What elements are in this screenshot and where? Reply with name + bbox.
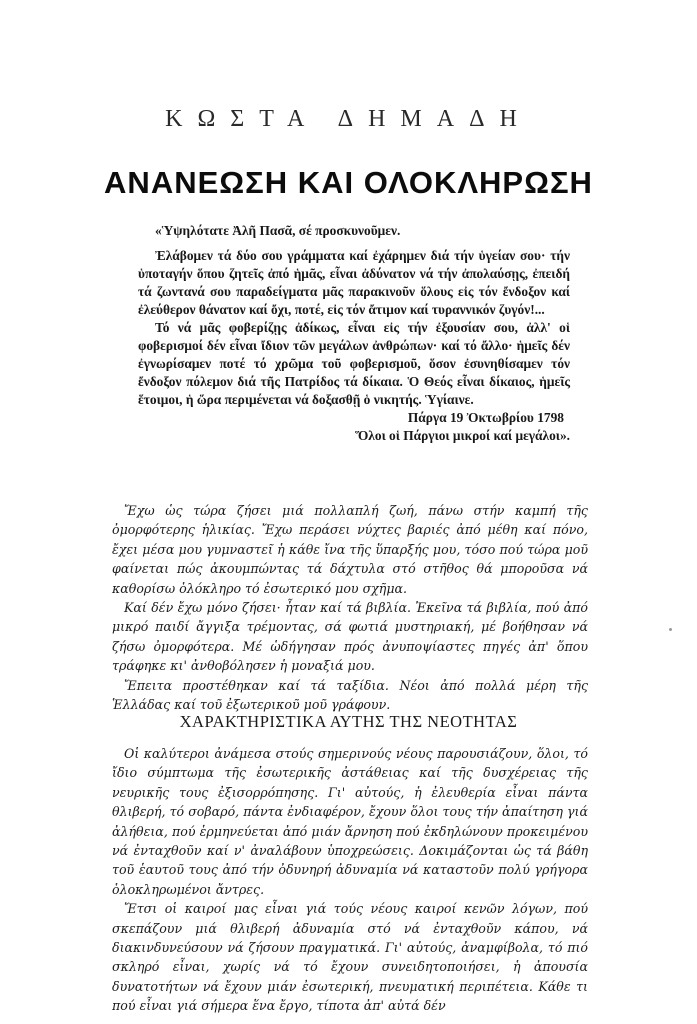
section-paragraph: Ἔτσι οἱ καιροί μας εἶναι γιά τούς νέους καιροί κενῶν λόγων, πού σκεπάζουν μιά θλιβερή ἀδυναμία στό νά ἐνταχθοῦν κάπου, νά διακινδυνεύσουν νά ζήσουν πραγματικά. Γι' αὐτούς, ἀναμφίβολα, τό πιό σκληρό εἶναι, χωρίς νά τό ἔχουν συνειδητοποιήσει, ἡ ἀπουσία δυνατοτήτων νά ἔχουν μιάν ἐσωτερική, πνευματική περιπέτεια. Κάθε τι πού εἶναι γιά σήμερα ἕνα ἔργο, τίποτα ἀπ' αὐτά δέν: [112, 901, 588, 1014]
essay-paragraph: Ἔχω ὡς τώρα ζήσει μιά πολλαπλή ζωή, πάνω στήν καμπή τῆς ὀμορφότερης ἡλικίας. Ἔχω περάσει νύχτες βαριές ἀπό μέθη καί πόνο, ἔχει μέσα μου γυμναστεῖ ἡ κάθε ἴνα τῆς ὕπαρξής μου, τόσο πού τώρα μοῦ φαίνεται πώς ἀκουμπώντας τά δάχτυλα στό στῆθος θά μποροῦσα νά καθορίσω ὁλόκληρο τό ἐσωτερικό μου σχῆμα.: [112, 503, 588, 596]
section-body: [112, 744, 588, 1016]
quoted-letter: [138, 222, 570, 445]
author-name: ΚΩΣΤΑ ΔΗΜΑΔΗ: [165, 106, 532, 132]
essay-intro: [112, 501, 588, 714]
section-paragraph: Οἱ καλύτεροι ἀνάμεσα στούς σημερινούς νέους παρουσιάζουν, ὅλοι, τό ἴδιο σύμπτωμα τῆς ἐσωτερικῆς ἀστάθειας καί τῆς δυσχέρειας τῆς νευρικῆς τους ἐξισορρόπησης. Γι' αὐτούς, ἡ ἐλευθερία εἶναι πάντα θλιβερή, τό σοβαρό, πάντα ἐνδιαφέρον, ἔχουν ὅλοι τους τήν ἀπαίτηση γιά ἀλήθεια, πού ἑρμηνεύεται ἀπό μιάν ἄρνηση πού ἐκδηλώνουν προκειμένου νά ἐνταχθοῦν καί ν' ἀναλάβουν ὑποχρεώσεις. Δοκιμάζονται ὡς τά βάθη τοῦ ἑαυτοῦ τους ἀπό τήν ὀδυνηρή ἀδυναμία νά καταστοῦν πολύ γρήγορα ὁλοκληρωμένοι ἄντρες.: [112, 746, 588, 897]
essay-paragraph: Ἔπειτα προστέθηκαν καί τά ταξίδια. Νέοι ἀπό πολλά μέρη τῆς Ἑλλάδας καί τοῦ ἐξωτερικοῦ μοῦ γράφουν.: [112, 677, 588, 713]
letter-signature: Ὅλοι οἱ Πάργιοι μικροί καί μεγάλοι».: [355, 428, 570, 443]
letter-paragraph: Ἐλάβομεν τά δύο σου γράμματα καί ἐχάρημεν διά τήν ὑγείαν σου· τήν ὑποταγήν ὅπου ζητεῖς ἀπό ἡμᾶς, εἶναι ἀδύνατον νά τήν ἀπολαύσῃς, ἐπειδή τά ζωντανά σου παραδείγματα μᾶς παρακινοῦν ὅλους εἰς τόν ἔνδοξον καί ἐλεύθερον θάνατον καί ὄχι, ποτέ, εἰς τόν ἄτιμον καί τυραννικόν ζυγόν!...: [138, 248, 570, 317]
essay-paragraph: Καί δέν ἔχω μόνο ζήσει· ἦταν καί τά βιβλία. Ἐκεῖνα τά βιβλία, πού ἀπό μικρό παιδί ἄγγιξα τρέμοντας, σά φωτιά μυστηριακή, μέ βοήθησαν νά ζήσω ὀμορφότερα. Μέ ὡδήγησαν πρός ἀνυποψίαστες πηγές ἀπ' ὅπου τράφηκε κι' ἀνθοβόλησεν ἡ μοναξιά μου.: [112, 600, 588, 674]
letter-greeting: «Ὑψηλότατε Ἀλῆ Πασᾶ, σέ προσκυνοῦμεν.: [155, 223, 401, 238]
page-title: ΑΝΑΝΕΩΣΗ ΚΑΙ ΟΛΟΚΛΗΡΩΣΗ: [104, 165, 593, 200]
margin-speck: [669, 628, 672, 631]
letter-date: Πάργα 19 Ὀκτωβρίου 1798: [407, 410, 564, 425]
section-heading: ΧΑΡΑΚΤΗΡΙΣΤΙΚΑ ΑΥΤΗΣ ΤΗΣ ΝΕΟΤΗΤΑΣ: [179, 712, 518, 731]
letter-paragraph: Τό νά μᾶς φοβερίζῃς ἀδίκως, εἶναι εἰς τήν ἐξουσίαν σου, ἀλλ' οἱ φοβερισμοί δέν εἶναι ἴδιον τῶν μεγάλων ἀνθρώπων· καί τό ἄλλο· ἡμεῖς δέν ἐγνωρίσαμεν ποτέ τό χρῶμα τοῦ φοβερισμοῦ, ὅσον ἐσυνηθίσαμεν τόν ἔνδοξον πόλεμον διά τῆς Πατρίδος τά δίκαια. Ὁ Θεός εἶναι δίκαιος, ἡμεῖς ἕτοιμοι, ἡ ὥρα περιμένεται νά δοξασθῇ ὁ νικητής. Ὑγίαινε.: [138, 320, 570, 407]
